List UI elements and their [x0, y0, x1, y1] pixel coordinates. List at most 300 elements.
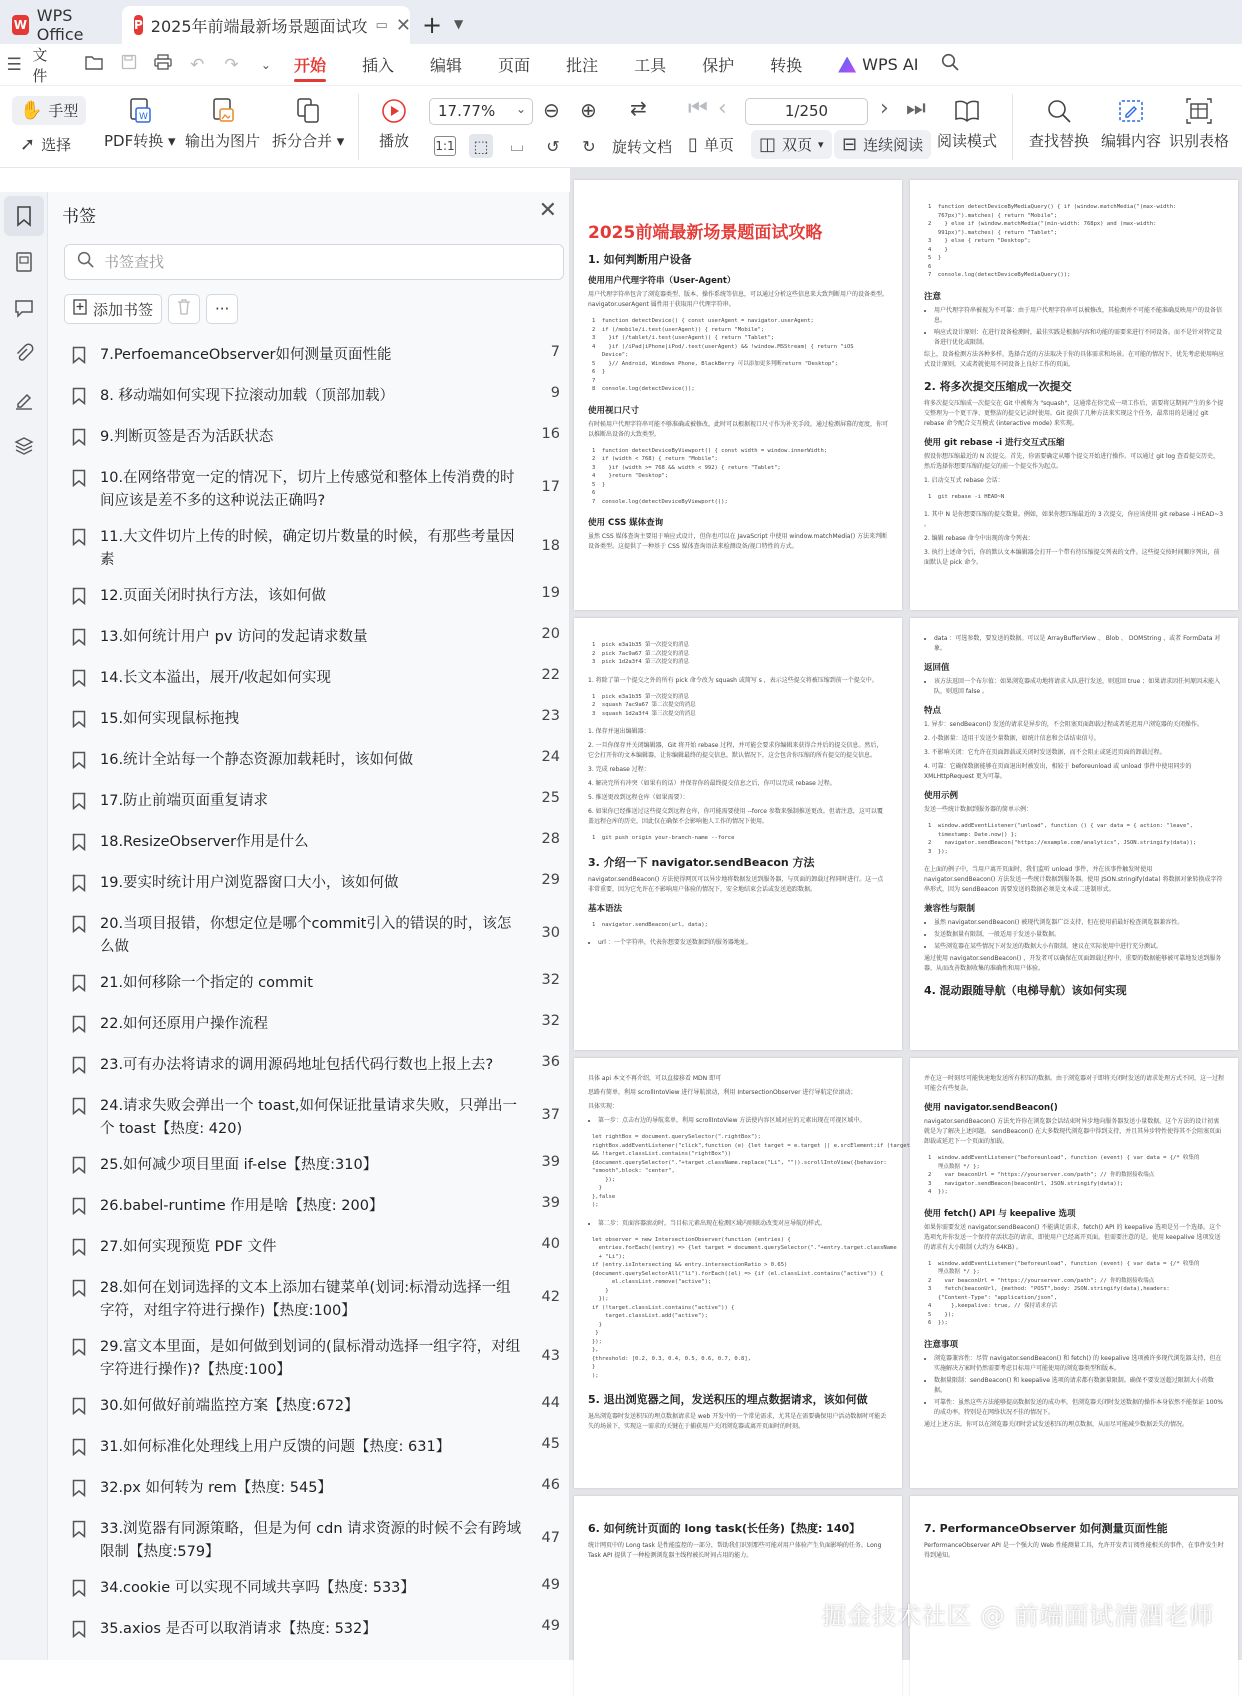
bookmark-item[interactable] — [48, 702, 570, 743]
paragraph: 综上，设备检测方法各种多样，选择合适的方法取决于你的具体需求和场景。在可能的情况下，优先考虑使用响应式设计原则，又或者就使用不同设备上良好工作的页面。 — [924, 350, 1225, 368]
document-page — [910, 618, 1238, 1050]
last-page-icon[interactable]: ⏭ — [906, 96, 926, 121]
bookmark-item[interactable] — [48, 379, 570, 420]
menu-wps-ai-label: WPS AI — [862, 55, 919, 74]
bookmark-label: 23.可有办法将请求的调用源码地址包括代码行数也上报上去? — [100, 1057, 494, 1073]
play-label: 播放 — [379, 132, 410, 150]
double-page-icon: ◫ — [759, 134, 777, 155]
double-page-button[interactable] — [751, 130, 832, 159]
bookmark-page-number: 19 — [541, 585, 560, 601]
bookmark-label: 22.如何还原用户操作流程 — [100, 1016, 269, 1032]
bookmark-page-number: 49 — [541, 1618, 560, 1634]
bookmark-page-number: 29 — [541, 872, 560, 888]
bookmark-icon — [72, 1520, 90, 1538]
bookmark-icon — [72, 1338, 90, 1356]
bookmark-search — [64, 244, 564, 280]
bookmark-item[interactable] — [48, 1271, 570, 1330]
list-item: • 响应式设计原则：在进行设备检测时，最佳实践是根据内容和功能的需要来进行不同设备。而不是针对特定设备进行优化或限制。 — [934, 328, 1224, 348]
bookmark-item[interactable] — [48, 661, 570, 702]
search-icon[interactable] — [941, 53, 959, 76]
bookmark-page-number: 46 — [541, 1477, 560, 1493]
list-item: • 虽然 navigator.sendBeacon() 被现代浏览器广泛支持，但在使用前最好检查浏览器兼容性。 — [934, 918, 1224, 928]
tab-close-icon[interactable]: ✕ — [395, 14, 411, 36]
menu-file[interactable]: 文件 — [32, 45, 48, 85]
paragraph: 如果你需要发送 navigator.sendBeacon() 不能满足需求，fetch() API 的 keepalive 选项是另一个选择。这个选项允许你发送一个保持存活状态的请求，即使用户已经离开页面。但需要注意的是，使用 keepalive 选项发送的请求有大小限制 (大约为 64KB) 。 — [924, 1223, 1221, 1251]
bookmark-icon — [72, 1097, 90, 1115]
bookmark-icon — [72, 751, 90, 769]
list-item: • 某些浏览器在某些情况下对发送的数据大小有限制，建议在实际使用中进行充分测试。 — [934, 942, 1224, 952]
bookmark-icon — [72, 587, 90, 605]
bookmark-icon — [72, 974, 90, 992]
paragraph: 思路有简单，利用 scrollIntoView 进行导航滚动，利用 IntersectionObserver 进行导航定位滚动； — [588, 1089, 857, 1096]
subsection-heading: 使用用户代理字符串（User-Agent） — [588, 276, 736, 286]
hamburger-menu-icon[interactable]: ☰ — [6, 54, 22, 75]
section-heading: 4. 混动跟随导航（电梯导航）该如何实现 — [924, 984, 1127, 997]
comment-panel-icon[interactable] — [4, 288, 44, 328]
bookmark-item[interactable] — [48, 520, 570, 579]
code-block: 1 window.addEventListener("beforeunload", function (event) { var data = {/* 收集的 埋点数据 */ }; 2 var beaconUrl = "https://yourserver.com/path"; // 你的数据接收端点 3 fetch(beaconUrl, {method: "POST",body: JSON.stringify(data),headers: {"Content-Type": "application/json", 4 },keepalive: true, // 保持请求存活 5 }); 6 }); — [928, 1260, 1200, 1326]
window-screen-icon[interactable]: ▭ — [375, 17, 388, 33]
plus-icon: + — [421, 11, 443, 39]
bookmark-page-number: 37 — [541, 1107, 560, 1123]
paragraph: 假设你想压缩最近的 N 次提交。首先，你需要确定从哪个提交开始进行操作。可以通过 git log 查看提交历史，然后选择你想要压缩的提交的前一个提交作为起点。 — [924, 452, 1220, 470]
bookmark-page-number: 44 — [541, 1395, 560, 1411]
paragraph: PerformanceObserver API 是一个强大的 Web 性能测量工具，允许开发者订阅性能相关的事件，在事件发生时得到通知。 — [924, 1542, 1224, 1559]
document-page — [910, 1058, 1238, 1488]
single-page-icon: ▯ — [688, 134, 698, 155]
paragraph: 1. 将除了第一个提交之外的所有 pick 命令改为 squash 或简写 s ，表示这些提交将被压缩到前一个提交中。 — [588, 676, 878, 684]
paragraph: 4. 可靠：它确保数据能够在页面退出时被发出，相较于 beforeunload 或 unload 事件中使用同步的 XMLHttpRequest 更为可靠。 — [924, 763, 1192, 780]
pdf-convert-button[interactable]: W PDF转换 ▾ — [104, 98, 176, 151]
bookmark-item[interactable] — [48, 1512, 570, 1571]
bookmark-item[interactable] — [48, 907, 570, 966]
bookmark-item[interactable] — [48, 338, 570, 379]
layers-panel-icon[interactable] — [4, 426, 44, 466]
subsection-heading: 使用 navigator.sendBeacon() — [924, 1103, 1058, 1113]
paragraph: 虽然 CSS 媒体查询主要用于响应式设计，但你也可以在 JavaScript 中使用 window.matchMedia() 方法来判断设备类型。这提供了一种基于 CSS 媒体查询语法来检测设备/视口特性的方式。 — [588, 533, 888, 550]
bookmark-item[interactable] — [48, 1471, 570, 1512]
page-number-value: 1/250 — [784, 102, 829, 120]
pdf-file-icon: P — [134, 15, 143, 35]
bookmark-item[interactable] — [48, 784, 570, 825]
bookmark-label: 28.如何在划词选择的文本上添加右键菜单(划词:标滑动选择一组字符，对组字符进行操作)【热度:100】 — [100, 1280, 511, 1319]
code-block: 1 window.addEventListener("unload", function () { var data = { action: "leave", timestamp: Date.now() }; 2 navigator.sendBeacon("https://example.com/analytics", JSON.stringify(data)); 3 }); — [928, 823, 1197, 855]
tab-wps-office-home[interactable] — [0, 6, 122, 44]
cursor-icon: ➚ — [20, 134, 36, 155]
bookmark-icon — [72, 874, 90, 892]
list-item: • 发送数据量有限制，一般适用于发送小量数据。 — [934, 930, 1224, 940]
edit-content-button[interactable] — [1101, 98, 1161, 151]
side-icon-rail — [0, 192, 48, 1660]
section-heading: 3. 介绍一下 navigator.sendBeacon 方法 — [588, 855, 815, 869]
subsection-heading: 使用 git rebase -i 进行交互式压缩 — [924, 437, 1065, 448]
find-replace-button[interactable] — [1029, 98, 1089, 151]
subsection-heading: 注意 — [924, 291, 942, 302]
actual-size-button[interactable] — [434, 136, 456, 156]
print-icon[interactable] — [153, 54, 173, 75]
bookmark-icon — [72, 1620, 90, 1638]
paragraph: 3. 不影响关闭：它允许在页面卸载或关闭时发送数据，而不会阻止或延迟页面的卸载过程。 — [924, 749, 1166, 756]
bookmark-item[interactable] — [48, 1089, 570, 1148]
bookmark-page-number: 47 — [541, 1530, 560, 1546]
menu-item[interactable]: 批注 — [566, 56, 599, 75]
recognize-table-button[interactable] — [1169, 98, 1229, 151]
bookmark-label: 8. 移动端如何实现下拉滚动加载（顶部加载） — [100, 388, 394, 404]
bookmark-item[interactable] — [48, 620, 570, 661]
list-item: • 用户代理字符串被视为不可靠：由于用户代理字符串可以被修改，其检测并不可能不能准确反映用户的设备信息。 — [934, 306, 1224, 326]
export-image-button[interactable] — [185, 98, 260, 151]
paragraph: 1. 保存并退出编辑器： — [588, 728, 650, 735]
bookmark-page-number: 36 — [541, 1054, 560, 1070]
bookmark-page-number: 32 — [541, 1013, 560, 1029]
paragraph: 2. 一旦你保存并关闭编辑器，Git 将开始 rebase 过程，并可能会要求你编辑来获得合并后的提交信息。然后，它会打开你的文本编辑器，让你编辑最终的提交信息，默认情况下，这会包含你压缩的所有提交的提交信息。 — [588, 742, 883, 759]
bookmark-icon — [72, 1015, 90, 1033]
bookmark-item[interactable] — [48, 1048, 570, 1089]
bookmark-page-number: 49 — [541, 1577, 560, 1593]
page-swap-icon[interactable]: ⇄ — [630, 96, 647, 120]
open-folder-icon[interactable] — [84, 55, 104, 75]
paragraph: 1. 启动交互式 rebase 会话： — [924, 476, 1004, 484]
list-item: • 第二步：页面容器滚动时，当目标元素出现在检测区域内则联动改变对应导航的样式。 — [598, 1219, 888, 1229]
menu-item[interactable]: 保护 — [702, 56, 735, 75]
paragraph: 4. 解决完所有冲突（如果有的话）并保存你的最终提交信息之后，你可以完成 rebase 过程。 — [588, 780, 836, 787]
bookmark-item[interactable] — [48, 1330, 570, 1389]
recognize-table-label: 识别表格 — [1169, 132, 1230, 150]
bookmark-panel — [48, 192, 570, 1660]
bookmark-item[interactable] — [48, 866, 570, 907]
zoom-select[interactable] — [429, 98, 533, 125]
bookmark-item[interactable] — [48, 825, 570, 866]
bookmark-label: 30.如何做好前端监控方案【热度:672】 — [100, 1398, 359, 1414]
select-tool-label: 选择 — [41, 136, 72, 154]
find-replace-label: 查找替换 — [1029, 132, 1090, 150]
bookmark-icon — [72, 1156, 90, 1174]
thumbnail-panel-icon[interactable] — [4, 242, 44, 282]
bookmark-label: 19.要实时统计用户浏览器窗口大小，该如何做 — [100, 875, 399, 891]
bookmark-label: 25.如何减少项目里面 if-else【热度:310】 — [100, 1157, 378, 1173]
next-page-icon[interactable]: › — [880, 96, 889, 121]
list-item: • 该方法返回一个布尔值：如果浏览器成功地将请求入队进行发送，则返回 true ；如果请求因任何原因未能入队，则返回 false 。 — [934, 677, 1224, 697]
reading-mode-label: 阅读模式 — [937, 132, 998, 150]
menu-item[interactable]: 插入 — [362, 56, 395, 75]
more-icon: ··· — [215, 300, 230, 318]
delete-bookmark-button[interactable] — [168, 294, 200, 324]
bookmark-label: 32.px 如何转为 rem【热度: 545】 — [100, 1480, 332, 1496]
toolbar-divider — [358, 94, 359, 160]
quick-access-chevron-icon[interactable]: ⌄ — [260, 57, 271, 72]
bookmark-label: 21.如何移除一个指定的 commit — [100, 975, 313, 991]
bookmark-item[interactable] — [48, 1189, 570, 1230]
paragraph: navigator.sendBeacon() 方法允许你在浏览器会话结束时异步地向服务器发送小量数据。这个方法的设计初衷就是为了解决上述问题。 sendBeacon() 在大多数现代浏览器中得到支持，并且其异步特性使得其不会阻塞页面卸载或延迟下一个页面的加载。 — [924, 1118, 1222, 1145]
bookmark-icon — [72, 1238, 90, 1256]
paragraph: 3. 执行上述命令后，你的默认文本编辑器会打开一个带有待压缩提交列表的文件。这些提交按时间顺序列出，前面默认是 pick 命令。 — [924, 549, 1220, 566]
paragraph: 通过上述方法，你可以在浏览器关闭时尝试发送积压的埋点数据，从而尽可能减少数据丢失的情况。 — [924, 1420, 1189, 1428]
bookmark-actions — [64, 294, 238, 324]
fit-width-icon[interactable]: ⌴ — [510, 136, 524, 155]
bookmark-label: 24.请求失败会弹出一个 toast,如何保证批量请求失败，只弹出一个 toast【热度: 420) — [100, 1098, 517, 1137]
signature-panel-icon[interactable] — [4, 380, 44, 420]
bookmark-label: 18.ResizeObserver作用是什么 — [100, 834, 309, 850]
paragraph: 6. 如果你已经推送过这些提交到远程仓库，你可能需要使用 --force 参数来强制推送更改。但请注意，这可以覆盖远程仓库的历史，因此仅在确保不会影响他人工作的情况下使用。 — [588, 808, 883, 825]
tab-dropdown-chevron-icon[interactable]: ▼ — [454, 17, 464, 31]
bookmark-item[interactable] — [48, 420, 570, 461]
bookmark-page-number: 45 — [541, 1436, 560, 1452]
bookmark-search-input[interactable] — [104, 253, 544, 271]
bookmark-page-number: 23 — [541, 708, 560, 724]
list-item: • data ：可选参数，要发送的数据。可以是 ArrayBufferView 、 Blob 、 DOMString 、或者 FormData 对象。 — [934, 634, 1224, 654]
document-title: 2025前端最新场景题面试攻略 — [588, 223, 823, 243]
bookmark-panel-title: 书签 — [62, 207, 96, 227]
split-merge-icon — [295, 98, 321, 124]
bookmark-page-number: 25 — [541, 790, 560, 806]
bookmark-page-number: 9 — [550, 385, 560, 401]
paragraph: 2. 小数据量：适用于发送少量数据，如统计信息和会话结束信号。 — [924, 735, 1100, 742]
edit-content-icon — [1118, 98, 1144, 124]
pdf-to-word-icon — [127, 98, 153, 124]
bookmark-page-number: 17 — [541, 479, 560, 495]
split-merge-label: 拆分合并 — [272, 132, 333, 150]
paragraph: 统计网页中的 Long task 是性能监控的一部分，帮助我们识别那些可能对用户体验产生负面影响的任务。Long Task API 提供了一种检测浏览器主线程被长时间占用的能力。 — [588, 1542, 882, 1559]
split-merge-button[interactable]: 拆分合并 ▾ — [272, 98, 344, 151]
section-heading: 2. 将多次提交压缩成一次提交 — [924, 379, 1072, 393]
new-tab-button[interactable] — [410, 6, 454, 44]
list-item: • 第一步：点击右边的导航菜单，利用 scrollIntoView 方法使内容区域对应的元素出现在可视区域中。 — [598, 1116, 888, 1126]
menu-bar — [0, 44, 1242, 86]
bookmark-label: 27.如何实现预览 PDF 文件 — [100, 1239, 277, 1255]
bookmark-page-number: 39 — [541, 1154, 560, 1170]
single-page-button[interactable] — [688, 134, 734, 155]
bookmark-icon — [72, 915, 90, 933]
bookmark-label: 31.如何标准化处理线上用户反馈的问题【热度: 631】 — [100, 1439, 451, 1455]
paragraph: 在上面的例子中，当用户离开页面时，我们监听 unload 事件，并在该事件触发时使用 navigator.sendBeacon() 方法发送一些统计数据到服务器。使用 JSON.stringify(data) 将数据对象转换成字符串形式，因为 sendBeacon 需要发送的数据必须是文本或二进制形式。 — [924, 866, 1223, 893]
hand-tool-button[interactable] — [12, 96, 86, 125]
zoom-value: 17.77% — [438, 102, 496, 120]
bookmark-label: 35.axios 是否可以取消请求【热度: 532】 — [100, 1621, 377, 1637]
code-block: 1 git rebase -i HEAD~N — [928, 493, 1005, 500]
select-tool-button[interactable] — [20, 134, 71, 155]
bookmark-label: 29.富文本里面，是如何做到划词的(鼠标滑动选择一组字符，对组字符进行操作)?【热度:100】 — [100, 1339, 521, 1378]
menu-item[interactable]: 编辑 — [430, 56, 463, 75]
title-tab-bar — [0, 0, 1242, 44]
paragraph: 具体实现： — [588, 1103, 619, 1110]
bookmark-label: 16.统计全站每一个静态资源加载耗时，该如何做 — [100, 752, 414, 768]
bookmark-label: 11.大文件切片上传的时候，确定切片数量的时候，有那些考量因素 — [100, 529, 515, 568]
bookmark-page-number: 42 — [541, 1289, 560, 1305]
bookmark-icon — [72, 1197, 90, 1215]
add-bookmark-label: 添加书签 — [93, 300, 154, 319]
subsection-heading: 返回值 — [924, 663, 950, 673]
list-item: • 数据量限制：sendBeacon() 和 keepalive 选项的请求都有数据量限制。确保不要发送超过限制大小的数据。 — [934, 1376, 1224, 1396]
menu-item[interactable]: 页面 — [498, 56, 531, 75]
paragraph: 有时候用户代理字符串可能不够准确或被修改，此时可以根据视口尺寸作为补充手段。通过检测屏幕的宽度，你可以推断出设备的大致类型。 — [588, 420, 889, 438]
code-block: 1 git push origin your-branch-name --force — [592, 835, 735, 841]
code-block: 1 pick e3a1b35 第一次提交的消息 2 pick 7ac9a67 第二次提交的消息 3 pick 1d2a3f4 第三次提交的消息 — [592, 642, 689, 665]
bookmark-label: 20.当项目报错，你想定位是哪个commit引入的错误的时，该怎么做 — [100, 916, 512, 955]
bookmark-icon — [72, 1579, 90, 1597]
document-page — [574, 618, 902, 1050]
attachment-panel-icon[interactable] — [4, 334, 44, 374]
fit-page-icon[interactable]: ⬚ — [469, 134, 493, 158]
bookmark-page-number: 22 — [541, 667, 560, 683]
bookmark-page-number: 20 — [541, 626, 560, 642]
first-page-icon[interactable]: ⏮ — [688, 96, 708, 121]
section-heading: 7. PerformanceObserver 如何测量页面性能 — [924, 1522, 1168, 1535]
list-item: • url ：一个字符串，代表你想要发送数据到的服务器地址。 — [598, 938, 888, 948]
bookmark-page-number: 40 — [541, 1236, 560, 1252]
toolbar-divider — [1012, 94, 1013, 160]
rotate-document-label: 旋转文档 — [612, 138, 673, 156]
bookmark-item[interactable] — [48, 1148, 570, 1189]
chevron-down-icon: ▾ — [818, 138, 824, 151]
tab-home-label: WPS Office — [36, 6, 84, 44]
bookmark-page-number: 30 — [541, 925, 560, 941]
rotate-right-icon[interactable]: ↻ — [582, 136, 596, 156]
document-page — [910, 180, 1238, 610]
section-heading: 6. 如何统计页面的 long task(长任务)【热度: 140】 — [588, 1522, 861, 1535]
code-block: 1 function detectDeviceByViewport() { const width = window.innerWidth; 2 if (width < 768) { return "Mobile"; 3 }if (width >= 768 && width < 992) { return "Tablet"; 4 }return "Desktop"; 5 } 6 7 console.log(detectDeviceByViewport()); — [592, 447, 828, 505]
bookmark-item[interactable] — [48, 1571, 570, 1612]
bookmark-page-number: 39 — [541, 1195, 560, 1211]
bookmark-icon — [72, 387, 90, 405]
wps-logo-icon: W — [12, 15, 29, 35]
page-number-input[interactable] — [745, 98, 868, 125]
redo-icon[interactable]: ↷ — [224, 54, 239, 75]
code-block: 1 pick e3a1b35 第一次提交的消息 2 squash 7ac9a67 第二次提交的消息 3 squash 1d2a3f4 第三次提交的消息 — [592, 693, 696, 717]
subsection-heading: 使用视口尺寸 — [588, 405, 640, 416]
zoom-out-icon[interactable]: ⊖ — [543, 98, 560, 122]
subsection-heading: 特点 — [924, 706, 942, 716]
menu-item[interactable]: 转换 — [770, 56, 803, 75]
list-item: • 浏览器兼容性：尽管 navigator.sendBeacon() 和 fetch() 的 keepalive 选项被许多现代浏览器支持，但在实施解决方案时仍然需要考虑目标用户可能使用的浏览器类型和版本。 — [934, 1354, 1224, 1374]
wps-ai-logo-icon — [838, 57, 856, 73]
menu-item[interactable]: 工具 — [634, 56, 667, 75]
bookmark-item[interactable] — [48, 1230, 570, 1271]
continuous-reading-icon: ⊟ — [842, 134, 858, 155]
document-page — [574, 1058, 910, 1488]
export-image-icon — [210, 98, 236, 124]
bookmark-item[interactable] — [48, 1430, 570, 1471]
bookmark-page-number: 18 — [541, 538, 560, 554]
bookmark-icon — [72, 669, 90, 687]
single-page-label: 单页 — [703, 136, 734, 154]
bookmark-item[interactable] — [48, 966, 570, 1007]
previous-page-icon[interactable]: ‹ — [718, 96, 727, 121]
code-block: 1 window.addEventListener("beforeunload", function (event) { var data = {/* 收集的 埋点数据 */ }; 2 var beaconUrl = "https://yourserver.com/path"; // 你的数据接收端点 3 navigator.sendBeacon(beaconUrl, JSON.stringify(data)); 4 }); — [928, 1155, 1200, 1195]
close-icon[interactable]: ✕ — [538, 198, 557, 223]
tab-document[interactable] — [122, 6, 410, 44]
bookmark-item[interactable] — [48, 1612, 570, 1653]
search-icon — [77, 251, 94, 273]
bookmark-page-number: 32 — [541, 972, 560, 988]
subsection-heading: 使用 fetch() API 与 keepalive 选项 — [924, 1208, 1076, 1219]
table-recognize-icon — [1186, 98, 1212, 124]
bookmark-icon — [72, 469, 90, 487]
bookmark-label: 34.cookie 可以实现不同域共享吗【热度: 533】 — [100, 1580, 415, 1596]
save-icon[interactable] — [118, 54, 138, 75]
bookmark-label: 14.长文本溢出，展开/收起如何实现 — [100, 670, 331, 686]
bookmark-list — [48, 338, 570, 1653]
document-page — [574, 180, 902, 610]
bookmark-label: 15.如何实现鼠标拖拽 — [100, 711, 240, 727]
undo-icon[interactable]: ↶ — [190, 54, 205, 75]
paragraph: 发送一些统计数据到服务器的简单示例： — [924, 806, 1033, 813]
subsection-heading: 使用 CSS 媒体查询 — [588, 518, 664, 528]
paragraph: 将多次提交压缩成一次提交在 Git 中被称为 "squash"，这通常在你完成一项工作后，需要将这期间产生的多个提交整理为一个更干净、更整洁的提交记录时使用。Git 提供了几种方法来实现这个任务，最常用的是通过 git rebase 命令配合交互模式 (interactive mode) 来实现。 — [924, 399, 1224, 427]
bookmark-icon — [72, 428, 90, 446]
bookmark-item[interactable] — [48, 579, 570, 620]
code-block: 1 navigator.sendBeacon(url, data); — [592, 921, 708, 928]
book-icon — [954, 98, 980, 124]
document-view[interactable] — [570, 168, 1242, 1660]
paragraph: 2. 编辑 rebase 命令中出现的命令列表： — [924, 535, 1034, 542]
subsection-heading: 注意事项 — [924, 1339, 959, 1350]
section-heading: 5. 退出浏览器之间，发送积压的埋点数据请求，该如何做 — [588, 1393, 868, 1406]
subsection-heading: 使用示例 — [924, 791, 959, 801]
list-item: • 可靠性：虽然这些方法能够提高数据发送的成功率，但浏览器关闭时发送数据的操作本身依然不能保证 100% 的成功率。特别是在网络状况不佳的情况下。 — [934, 1398, 1224, 1418]
bookmark-page-number: 7 — [550, 344, 560, 360]
tab-document-title: 2025年前端最新场景题面试攻 — [150, 16, 368, 36]
bookmark-label: 10.在网络带宽一定的情况下，切片上传感觉和整体上传消费的时间应该是差不多的这种说法正确吗? — [100, 470, 515, 509]
bookmark-label: 9.判断页签是否为活跃状态 — [100, 429, 274, 445]
bookmark-panel-icon[interactable] — [4, 196, 44, 236]
paragraph: 用户代理字符串包含了浏览器类型、版本、操作系统等信息，可以通过分析这些信息来大致判断用户的设备类型。 navigator.userAgent 属性用于获取用户代理字符串。 — [588, 291, 889, 308]
zoom-in-icon[interactable]: ⊕ — [580, 98, 597, 122]
edit-content-label: 编辑内容 — [1101, 132, 1162, 150]
bookmark-icon — [72, 792, 90, 810]
add-bookmark-icon — [73, 299, 87, 319]
code-block: let observer = new IntersectionObserver(function (entries) { entries.forEach((entry) => {let target = document.querySelector("."+entry.target.className + "Li"); if (entry.isIntersecting && entry.intersectionRatio > 0.65) {document.querySelectorAll("li").forEach((el) => {if (el.classList.contains("active")) { el.classList.remove("active"); } }); if (!target.classList.contains("active")) { target.classList.add("active"); } } }); }, {threshold: [0.2, 0.3, 0.4, 0.5, 0.6, 0.7, 0.8], } ); — [592, 1236, 897, 1379]
bookmark-icon — [72, 1056, 90, 1074]
paragraph: 通过使用 navigator.sendBeacon() ，开发者可以确保在页面卸载过程中，重要的数据能够被可靠地发送到服务器，从而改善数据收集的准确性和用户体验。 — [924, 955, 1222, 972]
bookmark-label: 7.PerfoemanceObserver如何测量页面性能 — [100, 347, 392, 363]
continuous-reading-button[interactable] — [834, 130, 931, 159]
bookmark-item[interactable] — [48, 461, 570, 520]
code-block: let rightBox = document.querySelector(".rightBox"); rightBox.addEventListener("click",function (e) {let target = e.target || e.srcElement;if (target && !target.classList.contains("rightBox")) {document.querySelector("."+target.className.replace("Li", "")).scrollIntoView({behavior: "smooth",block: "center", }); } },false ); — [592, 1134, 910, 1208]
bookmark-icon — [72, 528, 90, 546]
menu-item[interactable]: 开始 — [276, 44, 344, 86]
menu-wps-ai[interactable] — [820, 44, 936, 86]
bookmark-page-number: 43 — [541, 1348, 560, 1364]
bookmark-item[interactable] — [48, 743, 570, 784]
trash-icon — [177, 299, 191, 319]
bookmark-item[interactable] — [48, 1389, 570, 1430]
paragraph: 5. 推送更改到远程仓库（如果需要）： — [588, 794, 689, 801]
play-button[interactable] — [379, 98, 409, 151]
subsection-heading: 兼容性与限制 — [924, 904, 976, 914]
bookmark-label: 12.页面关闭时执行方法，该如何做 — [100, 588, 327, 604]
more-options-button[interactable] — [206, 294, 238, 324]
double-page-label: 双页 — [782, 136, 813, 154]
hand-tool-label: 手型 — [48, 102, 79, 120]
paragraph: 1. 其中 N 是你想要压缩的提交数量。例如，如果你想压缩最近的 3 次提交，你应该使用 git rebase -i HEAD~3 。 — [924, 511, 1224, 528]
export-image-label: 输出为图片 — [185, 132, 261, 150]
bookmark-label: 13.如何统计用户 pv 访问的发起请求数量 — [100, 629, 368, 645]
chevron-down-icon: ⌄ — [515, 102, 526, 116]
rotate-document-button[interactable] — [612, 136, 672, 157]
bookmark-icon — [72, 710, 90, 728]
bookmark-label: 26.babel-runtime 作用是啥【热度: 200】 — [100, 1198, 384, 1214]
paragraph: 1. 异步：sendBeacon() 发送的请求是异步的，不会阻塞页面卸载过程或者延迟用户浏览器的关闭操作。 — [924, 721, 1203, 728]
bookmark-label: 17.防止前端页面重复请求 — [100, 793, 269, 809]
reading-mode-button[interactable] — [937, 98, 997, 151]
paragraph: 退出浏览器时发送积压的埋点数据请求是 web 开发中的一个常见需求，尤其是在需要确保用户活动数据时可能丢失的场景下，实现这一需求的关键在于捕获用户关闭浏览器或离开页面时的时刻。 — [588, 1413, 887, 1430]
hand-icon: ✋ — [20, 100, 43, 121]
ribbon-toolbar — [0, 86, 1242, 168]
rotate-left-icon[interactable]: ↺ — [546, 136, 560, 156]
add-bookmark-button[interactable] — [64, 294, 162, 324]
bookmark-item[interactable] — [48, 1007, 570, 1048]
bookmark-icon — [72, 628, 90, 646]
